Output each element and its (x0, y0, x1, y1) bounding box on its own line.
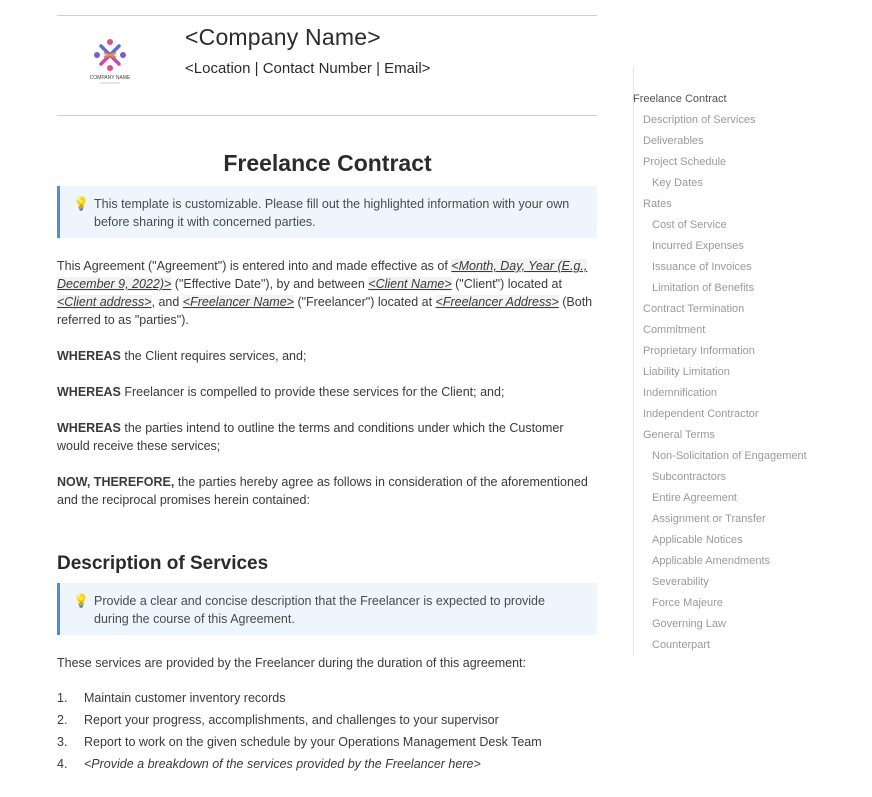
toc-item-cost-of-service[interactable]: Cost of Service (652, 219, 727, 231)
toc-item-non-solicitation[interactable]: Non-Solicitation of Engagement (652, 450, 807, 462)
toc-item-description-of-services[interactable]: Description of Services (643, 114, 756, 126)
freelancer-name-placeholder[interactable]: <Freelancer Name> (182, 295, 294, 309)
toc-item-subcontractors[interactable]: Subcontractors (652, 471, 726, 483)
agreement-paragraph: This Agreement ("Agreement") is entered into and made effective as of <Month, Day, Year (E.g., December 9, 2022)> ("Effective Date"), by and between <Client Name> ("Client") located at <Client address>, and <Freelancer Name> ("Freelancer") located at <Freelancer Address> (Both referred to as "parties"). (57, 259, 593, 327)
list-item: 3. Report to work on the given schedule by your Operations Management Desk Team (57, 735, 542, 749)
toc-item-applicable-amendments[interactable]: Applicable Amendments (652, 555, 771, 567)
whereas-clause-1: WHEREAS the Client requires services, and; (57, 349, 307, 363)
section-heading-description-of-services: Description of Services (57, 553, 269, 574)
callout-description (57, 583, 597, 635)
services-list (57, 689, 542, 777)
whereas-clause-2: WHEREAS Freelancer is compelled to provide these services for the Client; and; (57, 385, 505, 399)
toc-item-indemnification[interactable]: Indemnification (643, 387, 717, 399)
toc-item-general-terms[interactable]: General Terms (643, 429, 715, 441)
table-of-contents (633, 66, 844, 656)
logo-text: COMPANY NAME (89, 75, 131, 81)
toc-item-project-schedule[interactable]: Project Schedule (643, 156, 727, 168)
contact-line: <Location | Contact Number | Email> (185, 60, 431, 77)
toc-item-proprietary-information[interactable]: Proprietary Information (643, 345, 755, 357)
toc-item-deliverables[interactable]: Deliverables (643, 135, 704, 147)
toc-item-applicable-notices[interactable]: Applicable Notices (652, 534, 743, 546)
list-item: 2. Report your progress, accomplishments, and challenges to your supervisor (57, 713, 499, 727)
document-title: Freelance Contract (223, 150, 432, 176)
breakdown-placeholder: <Provide a breakdown of the services provided by the Freelancer here> (84, 757, 481, 771)
toc-item-contract-termination[interactable]: Contract Termination (643, 303, 745, 315)
now-therefore-clause: NOW, THEREFORE, the parties hereby agree as follows in consideration of the aforementioned and the reciprocal promises herein contained: (57, 475, 588, 507)
toc-item-force-majeure[interactable]: Force Majeure (652, 597, 723, 609)
company-logo (88, 37, 132, 87)
callout-customizable (57, 186, 597, 238)
toc-item-freelance-contract[interactable]: Freelance Contract (633, 93, 727, 105)
toc-item-commitment[interactable]: Commitment (643, 324, 706, 336)
callout-text: Provide a clear and concise description that the Freelancer is expected to provide during the course of this Agreement. (94, 594, 545, 626)
toc-item-rates[interactable]: Rates (643, 198, 672, 210)
callout-text: This template is customizable. Please fill out the highlighted information with your own before sharing it with concerned parties. (94, 197, 570, 229)
client-name-placeholder[interactable]: <Client Name> (368, 277, 452, 291)
lightbulb-icon: 💡 (73, 196, 90, 211)
toc-item-limitation-of-benefits[interactable]: Limitation of Benefits (652, 282, 755, 294)
toc-item-entire-agreement[interactable]: Entire Agreement (652, 492, 737, 504)
list-item: 4. <Provide a breakdown of the services provided by the Freelancer here> (57, 755, 542, 777)
toc-item-counterpart[interactable]: Counterpart (652, 639, 711, 651)
toc-item-issuance-of-invoices[interactable]: Issuance of Invoices (652, 261, 752, 273)
company-name: <Company Name> (185, 24, 381, 50)
header-divider (57, 115, 597, 116)
list-item: 1. Maintain customer inventory records (57, 691, 286, 705)
effective-date-placeholder[interactable]: <Month, Day, Year (E.g., December 9, 2022)> (57, 259, 588, 291)
whereas-clause-3: WHEREAS the parties intend to outline the terms and conditions under which the Customer would receive these services; (57, 421, 564, 453)
toc-item-key-dates[interactable]: Key Dates (652, 177, 703, 189)
toc-item-liability-limitation[interactable]: Liability Limitation (643, 366, 730, 378)
toc-item-assignment-or-transfer[interactable]: Assignment or Transfer (652, 513, 766, 525)
toc-item-incurred-expenses[interactable]: Incurred Expenses (652, 240, 744, 252)
lightbulb-icon: 💡 (73, 593, 90, 608)
client-address-placeholder[interactable]: <Client address> (57, 295, 152, 309)
toc-item-independent-contractor[interactable]: Independent Contractor (643, 408, 759, 420)
top-divider (57, 15, 597, 16)
toc-item-governing-law[interactable]: Governing Law (652, 618, 726, 630)
toc-item-severability[interactable]: Severability (652, 576, 709, 588)
services-intro: These services are provided by the Freelancer during the duration of this agreement: (57, 656, 527, 670)
freelancer-address-placeholder[interactable]: <Freelancer Address> (435, 295, 559, 309)
